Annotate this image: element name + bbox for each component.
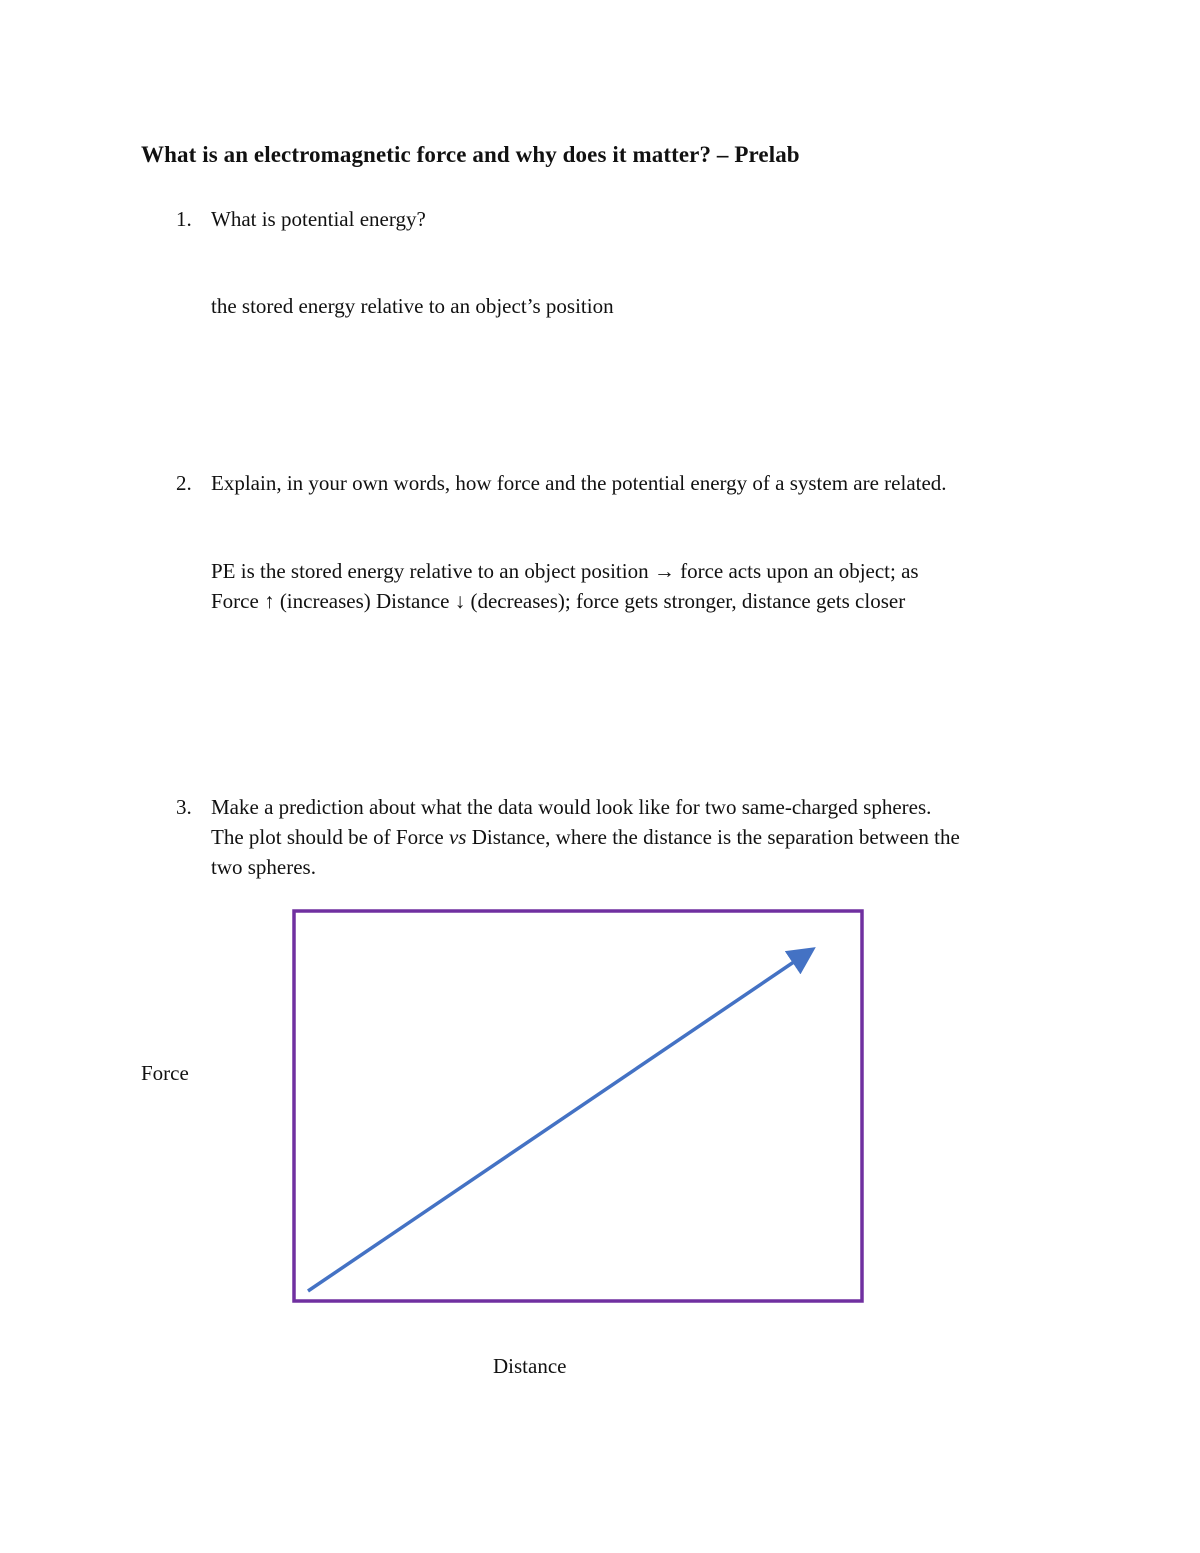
force-vs-distance-plot — [292, 909, 864, 1303]
question-3-number: 3. — [176, 795, 192, 819]
answer-2-line: PE is the stored energy relative to an object position → force acts upon an object; as — [211, 559, 919, 583]
x-axis-label: Distance — [493, 1354, 567, 1378]
question-1-number: 1. — [176, 207, 192, 231]
answer-2 — [211, 556, 1071, 616]
vs-italic: vs — [448, 825, 467, 849]
y-axis-label: Force — [141, 1061, 189, 1085]
question-1-line: What is potential energy? — [211, 207, 426, 231]
plot-svg — [292, 909, 864, 1303]
prediction-arrow — [308, 951, 810, 1291]
question-2-text — [211, 468, 1071, 498]
question-1-text — [211, 204, 1071, 234]
question-3-text — [211, 792, 1071, 882]
page-title: What is an electromagnetic force and why does it matter? – Prelab — [141, 142, 800, 167]
question-3-line: two spheres. — [211, 855, 316, 879]
question-3-line: The plot should be of Force vs Distance, where the distance is the separation between the — [211, 825, 960, 849]
question-3-line: Make a prediction about what the data would look like for two same-charged spheres. — [211, 795, 932, 819]
question-2-number: 2. — [176, 471, 192, 495]
answer-2-line: Force ↑ (increases) Distance ↓ (decreases); force gets stronger, distance gets closer — [211, 589, 906, 613]
answer-1-line: the stored energy relative to an object’s position — [211, 294, 614, 318]
answer-1 — [211, 291, 1071, 321]
question-2-line: Explain, in your own words, how force and the potential energy of a system are related. — [211, 471, 947, 495]
